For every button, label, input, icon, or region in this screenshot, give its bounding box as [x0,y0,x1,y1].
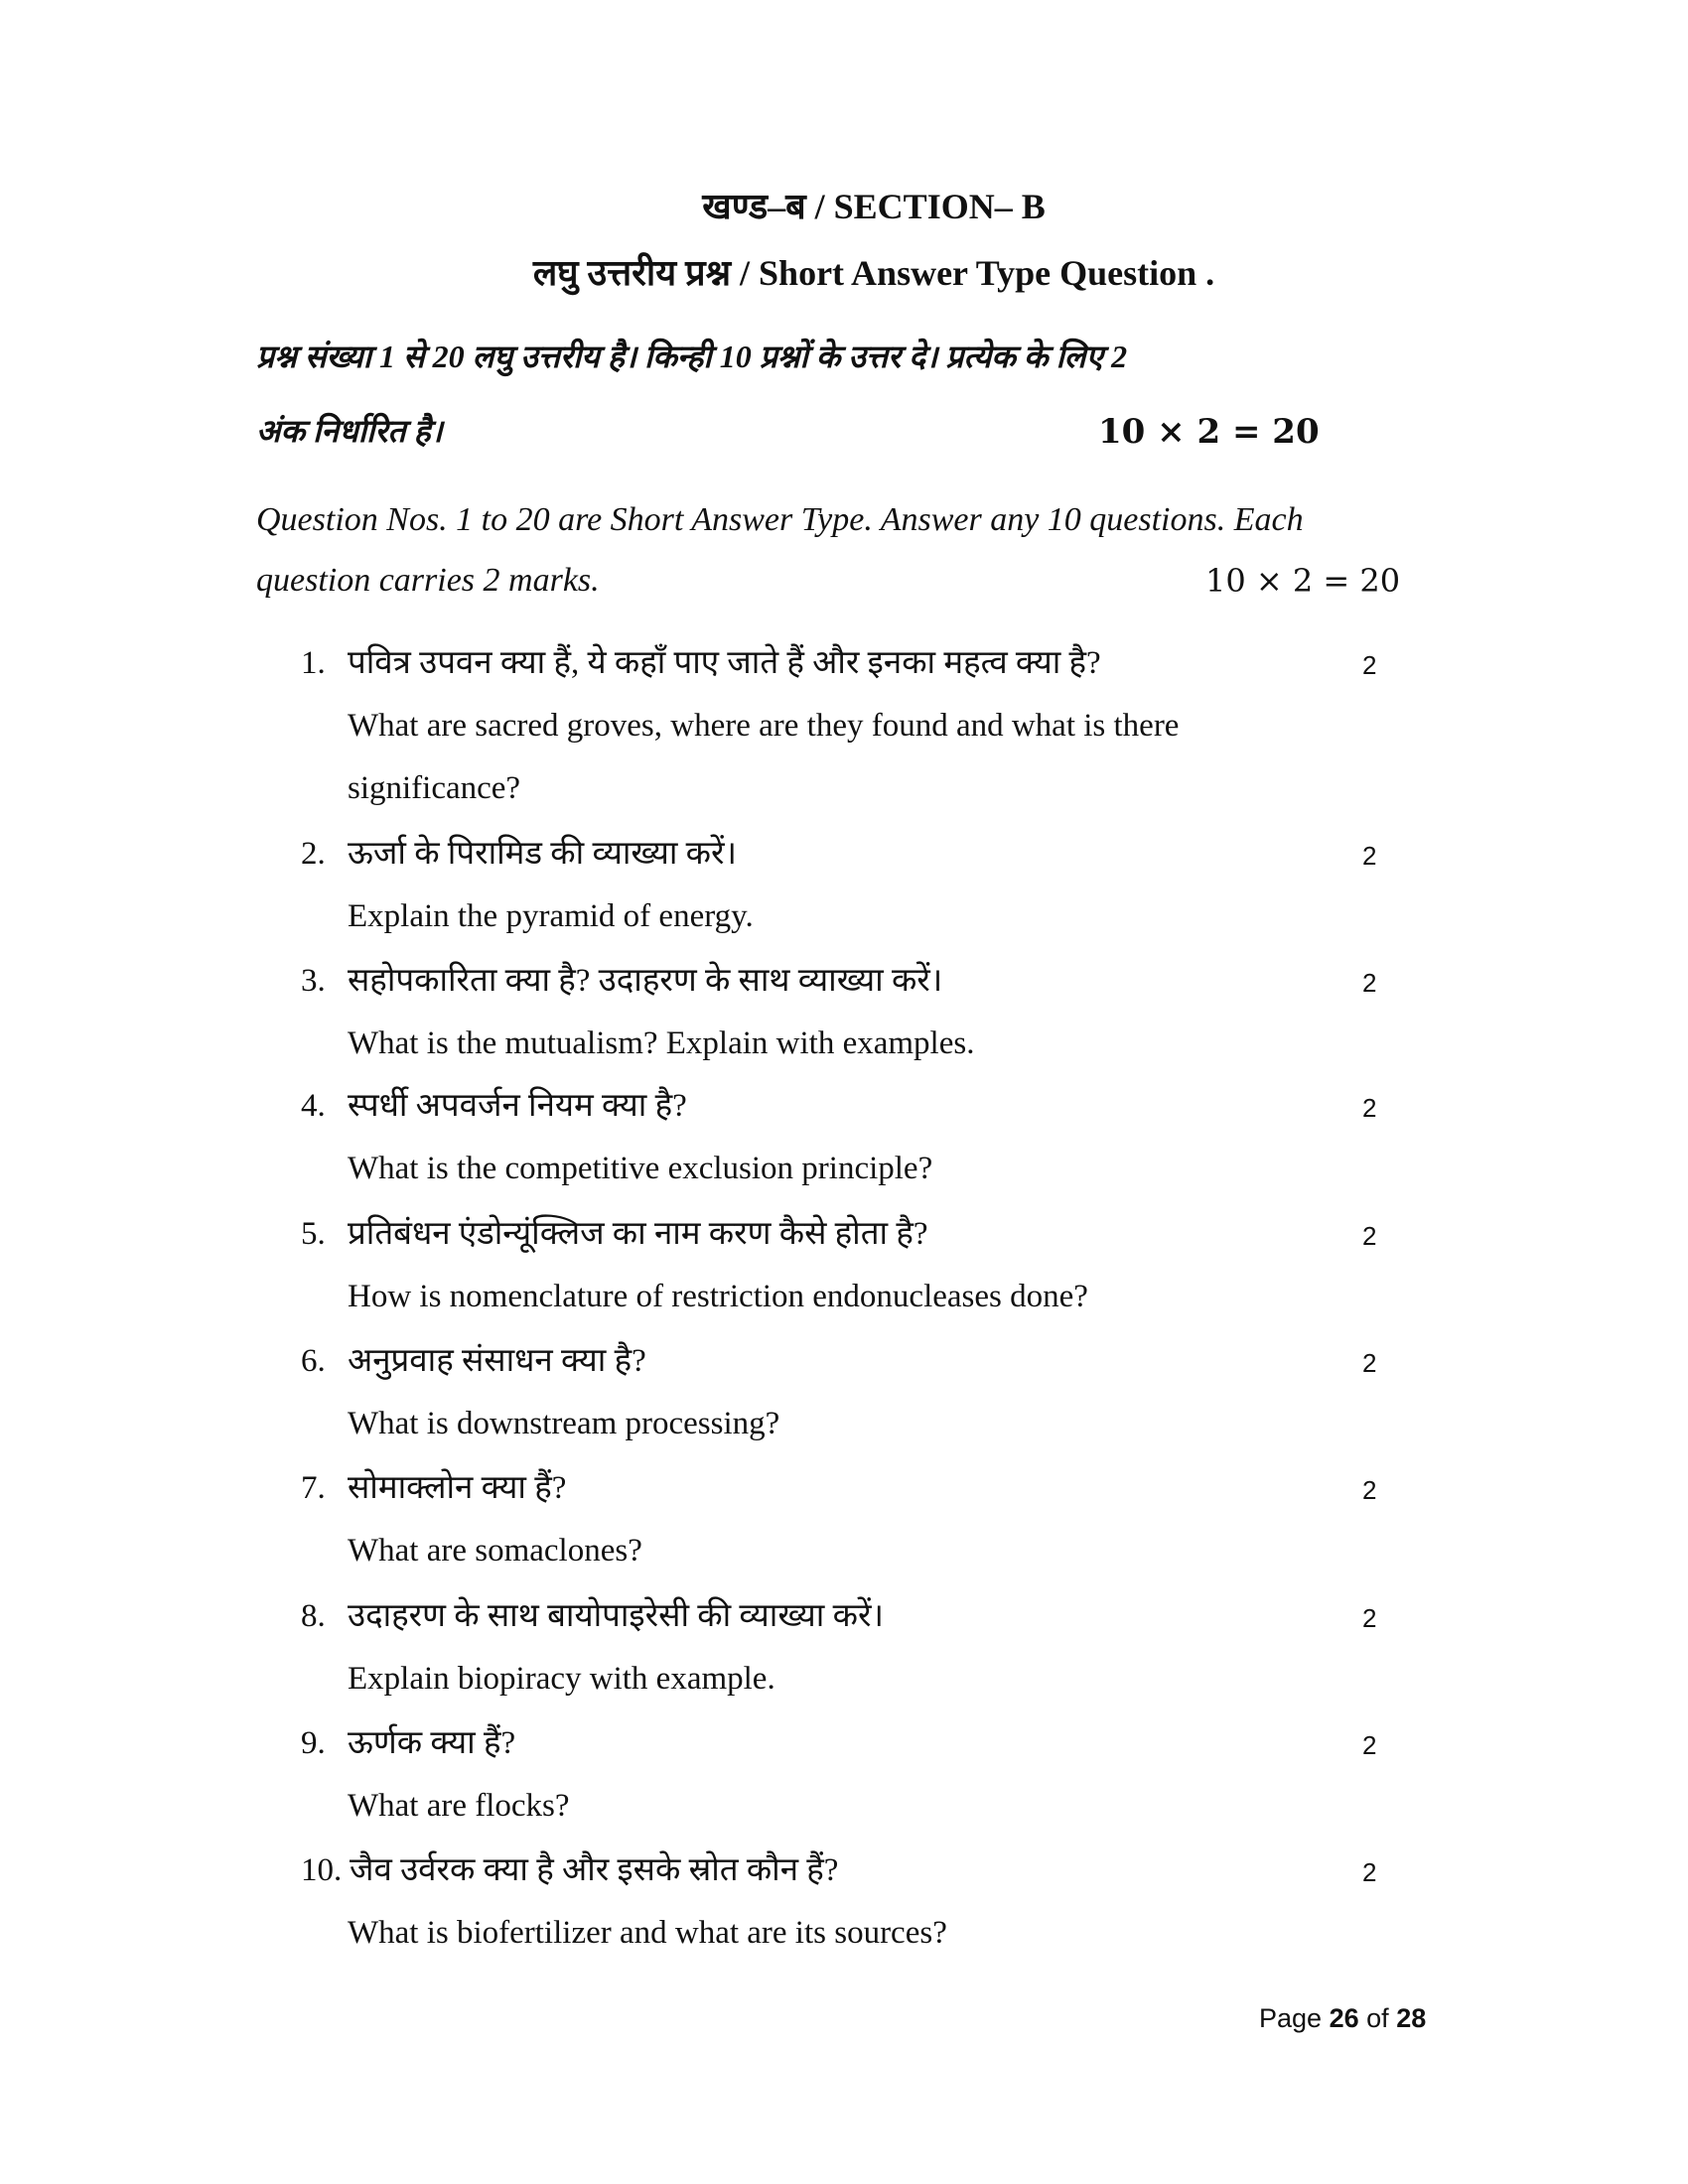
page-current: 26 [1329,2003,1359,2033]
question-english: What is biofertilizer and what are its sources? [348,1915,947,1951]
question-number: 5. [301,1216,326,1252]
page-total: 28 [1396,2003,1427,2033]
hindi-instructions-line1: प्रश्न संख्या 1 से 20 लघु उत्तरीय है। किन्ही 10 प्रश्नों के उत्तर दे। प्रत्येक के लिए 2 [256,339,1128,374]
page-label: Page [1259,2003,1323,2033]
question-english: What is downstream processing? [348,1406,780,1441]
of-label: of [1366,2003,1389,2033]
question-english: Explain the pyramid of energy. [348,898,754,934]
section-subtitle: लघु उत्तरीय प्रश्न / Short Answer Type Question . [532,253,1215,293]
question-english: What are sacred groves, where are they found and what is there significance? [348,708,1180,806]
question-marks: 2 [1362,1603,1377,1633]
page-footer [1259,2005,1426,2032]
question-hindi: सोमाक्लोन क्या हैं? [348,1470,567,1506]
question-number: 3. [301,963,326,999]
question-hindi: ऊर्जा के पिरामिड की व्याख्या करें। [348,836,738,872]
question-marks: 2 [1362,1475,1377,1505]
hindi-instructions-line2: अंक निर्धारित है। [256,413,443,449]
question-english: What is the competitive exclusion principle? [348,1151,933,1186]
question-hindi: जैव उर्वरक क्या है और इसके स्रोत कौन हैं? [350,1852,839,1888]
question-hindi: उदाहरण के साथ बायोपाइरेसी की व्याख्या करें। [348,1598,884,1634]
question-hindi: स्पर्धी अपवर्जन नियम क्या है? [348,1088,687,1124]
question-number: 4. [301,1088,326,1124]
question-number: 7. [301,1470,326,1506]
question-hindi: अनुप्रवाह संसाधन क्या है? [348,1343,646,1379]
question-number: 1. [301,645,326,681]
question-number: 9. [301,1725,326,1761]
section-title: खण्ड–ब / SECTION– B [702,187,1046,226]
question-english: What are flocks? [348,1788,570,1824]
question-english: How is nomenclature of restriction endonucleases done? [348,1279,1088,1314]
question-hindi: प्रतिबंधन एंडोन्यूंक्लिज का नाम करण कैसे होता है? [348,1216,928,1252]
english-instructions-line2: question carries 2 marks. [256,562,600,599]
question-hindi: पवित्र उपवन क्या हैं, ये कहाँ पाए जाते हैं और इनका महत्व क्या है? [348,645,1101,681]
question-marks: 2 [1362,841,1377,871]
question-marks: 2 [1362,1221,1377,1251]
english-instructions-line1: Question Nos. 1 to 20 are Short Answer Type. Answer any 10 questions. Each [256,501,1304,538]
question-marks: 2 [1362,1348,1377,1378]
question-hindi: ऊर्णक क्या हैं? [348,1725,516,1761]
question-english: What is the mutualism? Explain with examples. [348,1025,975,1061]
question-number: 8. [301,1598,326,1634]
question-number: 6. [301,1343,326,1379]
question-marks: 2 [1362,968,1377,998]
question-hindi: सहोपकारिता क्या है? उदाहरण के साथ व्याख्या करें। [348,963,943,999]
question-marks: 2 [1362,1857,1377,1887]
question-number: 10. [301,1852,343,1888]
question-english: Explain biopiracy with example. [348,1661,775,1697]
question-marks: 2 [1362,1093,1377,1123]
question-marks: 2 [1362,1730,1377,1760]
hindi-total-marks: 10 × 2 = 20 [1098,412,1320,452]
question-english: What are somaclones? [348,1533,642,1569]
question-number: 2. [301,836,326,872]
english-total-marks: 10 × 2 = 20 [1205,562,1401,600]
question-marks: 2 [1362,650,1377,680]
